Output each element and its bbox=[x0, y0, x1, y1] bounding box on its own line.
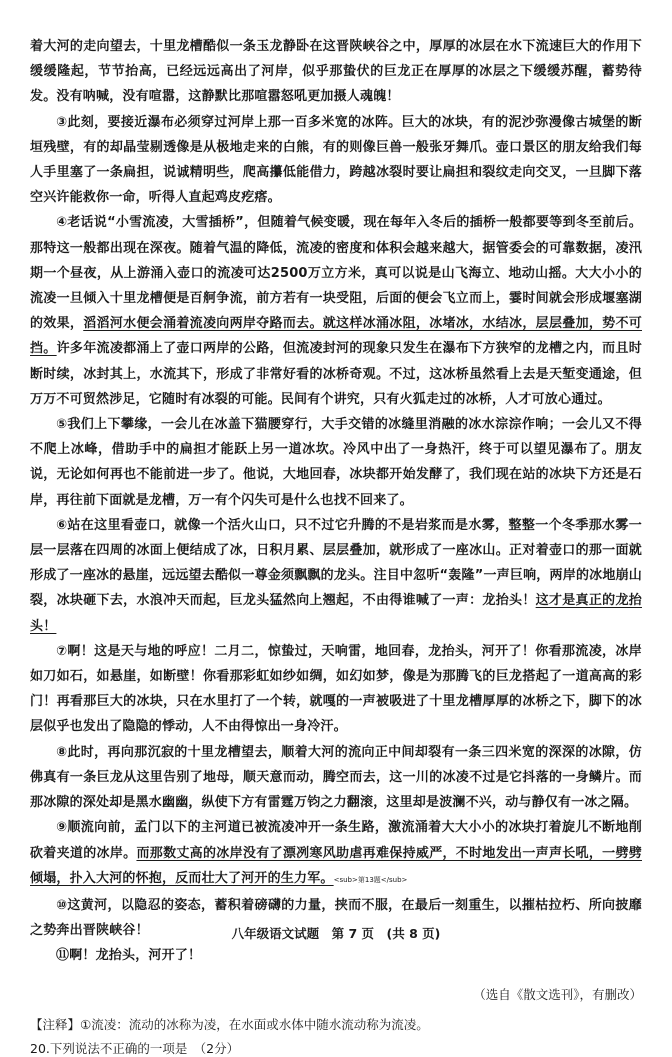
paragraph-6-text: ⑥站在这里看壶口，就像一个活火山口，只不过它升腾的不是岩浆而是水雾，整整一个冬季那水雾一层一层落在四周的冰面上便结成了冰，日积月累、层层叠加，就形成了一座冰山。正对着壶口的那一面就形成了一座冰的悬崖，远远望去酷似一尊金须飘飘的龙头。注目中忽听“轰隆”一声巨响，两岸的冰地崩山裂，冰块砸下去，水浪冲天而起，巨龙头猛然向上翘起，不由得谁喊了一声：龙抬头！ bbox=[30, 517, 642, 609]
question-mark-label: <sub>第13题</sub> bbox=[333, 875, 408, 884]
source-citation: （选自《散文选刊》，有删改） bbox=[473, 986, 642, 1002]
paragraph-3: ③此刻，要接近瀑布必须穿过河岸上那一百多米宽的冰阵。巨大的冰块，有的泥沙弥漫像古城堡的断垣残壁，有的却晶莹剔透像是从极地走来的白熊，有的则像巨兽一般张牙舞爪。壶口景区的朋友给我们每人手里塞了一条扁担，说诚精明些，爬高攥低能借力，跨越冰裂时要让扁担和裂纹走向交叉，一旦脚下落空兴许能救你一命，听得人直起鸡皮疙瘩。 bbox=[30, 114, 642, 206]
paragraph-5: ⑤我们上下攀缘，一会儿在冰盖下猫腰穿行，大手交错的冰缝里消融的冰水淙淙作响；一会儿又不得不爬上冰峰，借助手中的扁担才能跃上另一道冰坎。冷风中出了一身热汗，终于可以望见瀑布了。朋友说，无论如何再也不能前进一步了。他说，大地回春，冰块都开始发酵了，我们现在站的冰块下方还是石岸，再往前下面就是龙槽，万一有个闪失可是什么也找不回来了。 bbox=[30, 417, 642, 508]
paragraph-10: ⑩这黄河，以隐忍的姿态，蓄积着磅礴的力量，挟而不服，在最后一刻重生，以摧枯拉朽、所向披靡之势奔出晋陕峡谷！ bbox=[30, 897, 642, 939]
footnote: 【注释】①流凌：流动的冰称为凌，在水面或水体中随水流动称为流凌。 bbox=[30, 1016, 429, 1032]
document-body bbox=[30, 34, 642, 1057]
paragraph-2-continued: 着大河的走向望去，十里龙槽酷似一条玉龙静卧在这晋陕峡谷之中，厚厚的冰层在水下流速巨大的作用下缓缓隆起，节节抬高，已经远远高出了河岸，似乎那蛰伏的巨龙正在厚厚的冰层之下缓缓苏醒，蓄势待发。没有呐喊，没有喧嚣，这静默比那喧嚣怒吼更加摄人魂魄！ bbox=[30, 39, 642, 105]
paragraph-9-underlined: 而那数丈高的冰岸没有了漂冽寒风助虐再难保持威严，不时地发出一声声长吼，一劈劈倾塌，扑入大河的怀抱，反而壮大了河开的生力军。 bbox=[30, 845, 642, 886]
paragraph-4-text-b: 许多年流凌都涌上了壶口两岸的公路，但流凌封河的现象只发生在瀑布下方狭窄的龙槽之内，而且时断时续，冰封其上，水流其下，形成了非常好看的冰桥奇观。不过，这冰桥虽然看上去是天堑变通途，但万万不可贸然涉足，它随时有冰裂的可能。民间有个讲究，只有火狐走过的冰桥，人才可放心通过。 bbox=[30, 341, 642, 407]
paragraph-9 bbox=[30, 815, 642, 893]
page-footer: 八年级语文试题 第 7 页 (共 8 页) bbox=[231, 926, 441, 941]
paragraph-11: ⑪啊！龙抬头，河开了！ bbox=[56, 948, 202, 964]
paragraph-4-text-a: ④老话说“小雪流凌，大雪插桥”，但随着气候变暖，现在每年入冬后的插桥一般都要等到冬至前后。那特这一般都出现在深夜。随着气温的降低，流凌的密度和体积会越来越大，据管委会的可靠数据，凌汛期一个昼夜，从上游涌入壶口的流凌可达2500万立方米，真可以说是山飞海立、地动山摇。大大小小的流凌一旦倾入十里龙槽便是百舸争流，前方若有一块受阻，后面的便会飞立而上，霎时间就会形成堰塞湖的效果， bbox=[30, 215, 642, 332]
paragraph-7: ⑦啊！这是天与地的呼应！二月二，惊蛰过，天响雷，地回春，龙抬头，河开了！你看那流凌，冰岸如刀如石，如悬崖，如断壁！你看那彩虹如纱如绸，如幻如梦，像是为那腾飞的巨龙搭起了一道高高的彩门！再看那巨大的冰块，只在水里打了一个转，就嘎的一声被吸进了十里龙槽厚厚的冰桥之下，脚下的冰层似乎也发出了隐隐的悸动，人不由得惊出一身冷汗。 bbox=[30, 643, 642, 735]
paragraph-8: ⑧此时，再向那沉寂的十里龙槽望去，顺着大河的流向正中间却裂有一条三四米宽的深深的冰隙，仿佛真有一条巨龙从这里告别了地母，顺天意而动，腾空而去，这一川的冰凌不过是它抖落的一身鳞片。而那冰隙的深处却是黑水幽幽，纵使下方有雷霆万钧之力翻滚，这里却是波澜不兴，动与静仅有一冰之隔。 bbox=[30, 744, 642, 811]
paragraph-6-underlined: 这才是真正的龙抬头！ bbox=[30, 593, 642, 634]
question-20: 20.下列说法不正确的一项是 （2分） bbox=[30, 1040, 240, 1056]
paragraph-6 bbox=[30, 513, 642, 639]
paragraph-9-text: ⑨顺流向前，孟门以下的主河道已被流凌冲开一条生路，激流涌着大大小小的冰块打着旋儿不断地削砍着夹道的冰岸。 bbox=[30, 820, 642, 861]
paragraph-4 bbox=[30, 210, 642, 412]
paragraph-4-underlined: 滔滔河水便会涌着流凌向两岸夺路而去。就这样冰涌冰阻，冰堵冰，水结冰，层层叠加，势不可挡。 bbox=[30, 316, 642, 357]
